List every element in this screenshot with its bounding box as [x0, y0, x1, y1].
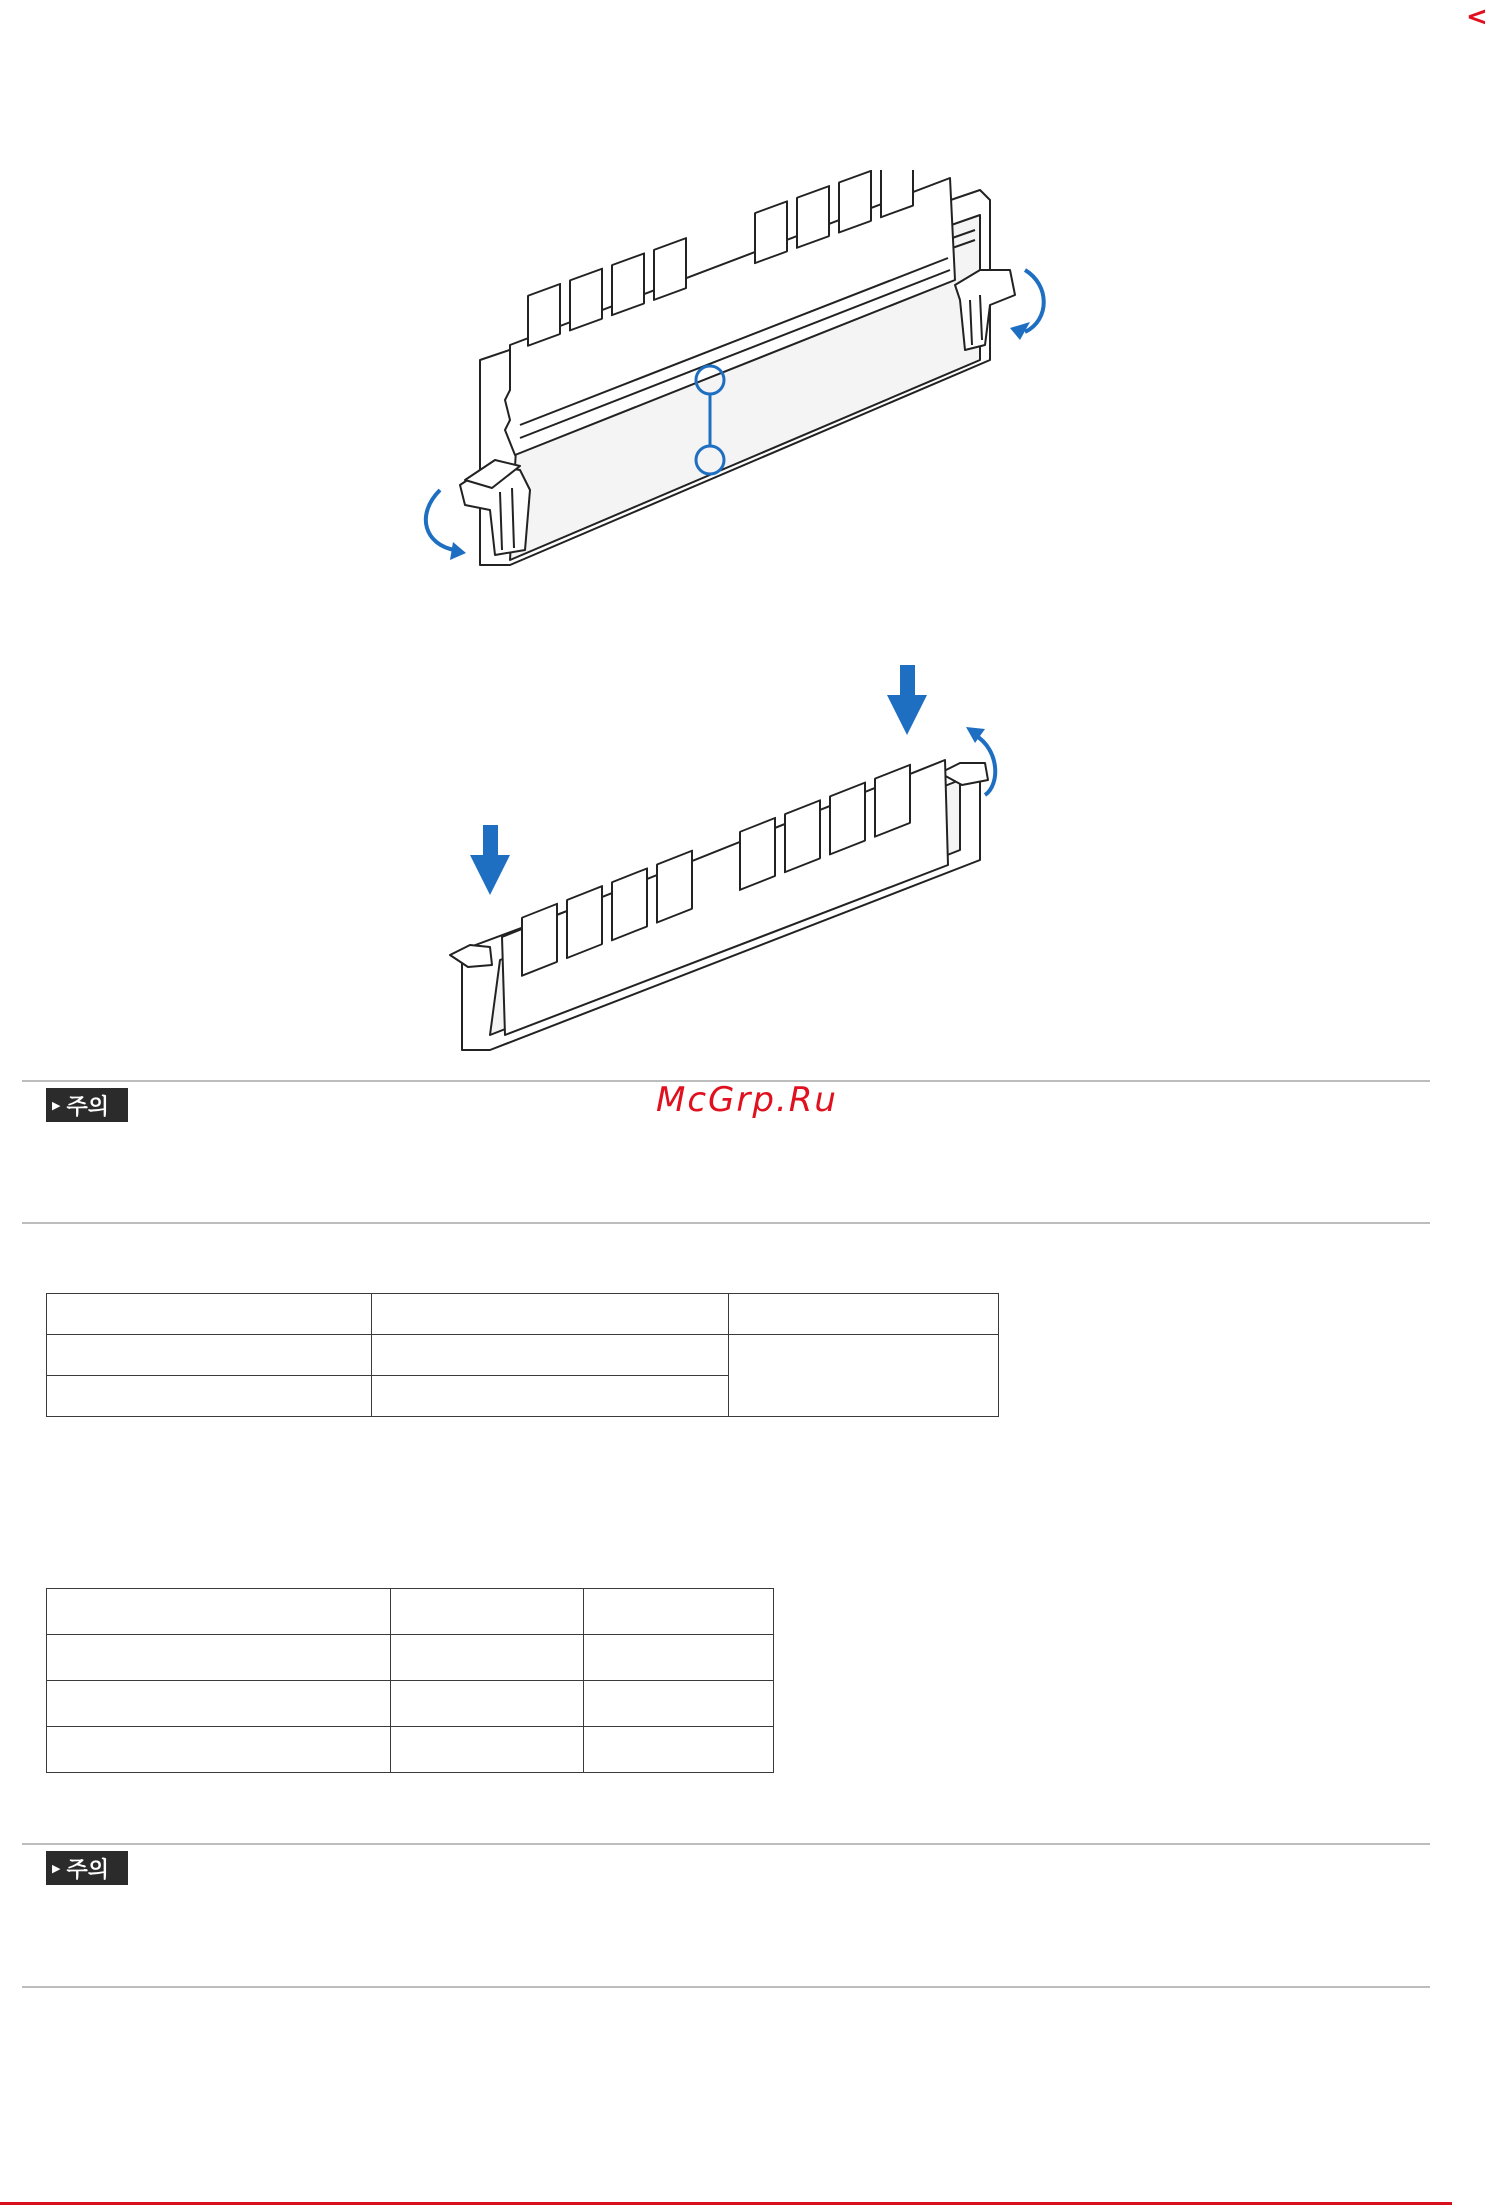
triangle-bullet-icon: ▶ [52, 1861, 61, 1875]
table-row [47, 1294, 999, 1335]
right-latch [955, 270, 1015, 350]
note2-badge-label: 주의 [66, 1857, 109, 1883]
table-cell [372, 1376, 729, 1417]
back-arrow-icon[interactable]: < [1466, 2, 1488, 32]
note2-top-rule [22, 1843, 1430, 1845]
table-cell [729, 1335, 999, 1417]
note1-bottom-rule [22, 1222, 1430, 1224]
table-cell [47, 1589, 391, 1635]
table-cell [391, 1635, 584, 1681]
table-cell [372, 1335, 729, 1376]
table-cell [584, 1727, 774, 1773]
table-row [47, 1335, 999, 1376]
triangle-bullet-icon: ▶ [52, 1098, 61, 1112]
table-row [47, 1727, 774, 1773]
spec-table-1 [46, 1293, 999, 1417]
table-cell [47, 1335, 372, 1376]
table-row [47, 1681, 774, 1727]
table-row [47, 1589, 774, 1635]
figure-dimm-alignment [420, 170, 1340, 580]
table-cell [391, 1727, 584, 1773]
table-cell [391, 1681, 584, 1727]
table-cell [47, 1294, 372, 1335]
table-cell [584, 1681, 774, 1727]
table-cell [729, 1294, 999, 1335]
press-down-right-arrow-icon [887, 665, 927, 735]
note1-badge [46, 1088, 128, 1122]
table-cell [391, 1589, 584, 1635]
table-cell [47, 1681, 391, 1727]
rotate-left-arrow-icon [426, 490, 455, 550]
table-cell [584, 1589, 774, 1635]
footer-accent-rule [0, 2202, 1452, 2205]
left-latch [450, 945, 492, 967]
watermark: McGrp.Ru [656, 1080, 838, 1120]
figure-dimm-insertion [440, 655, 1340, 1055]
table-cell [584, 1635, 774, 1681]
note2-bottom-rule [22, 1986, 1430, 1988]
press-down-left-arrow-icon [470, 825, 510, 895]
table-row [47, 1635, 774, 1681]
spec-table-2 [46, 1588, 774, 1773]
table-cell [372, 1294, 729, 1335]
table-cell [47, 1635, 391, 1681]
note2-badge [46, 1851, 128, 1885]
table-cell [47, 1727, 391, 1773]
table-cell [47, 1376, 372, 1417]
note1-badge-label: 주의 [66, 1094, 109, 1120]
